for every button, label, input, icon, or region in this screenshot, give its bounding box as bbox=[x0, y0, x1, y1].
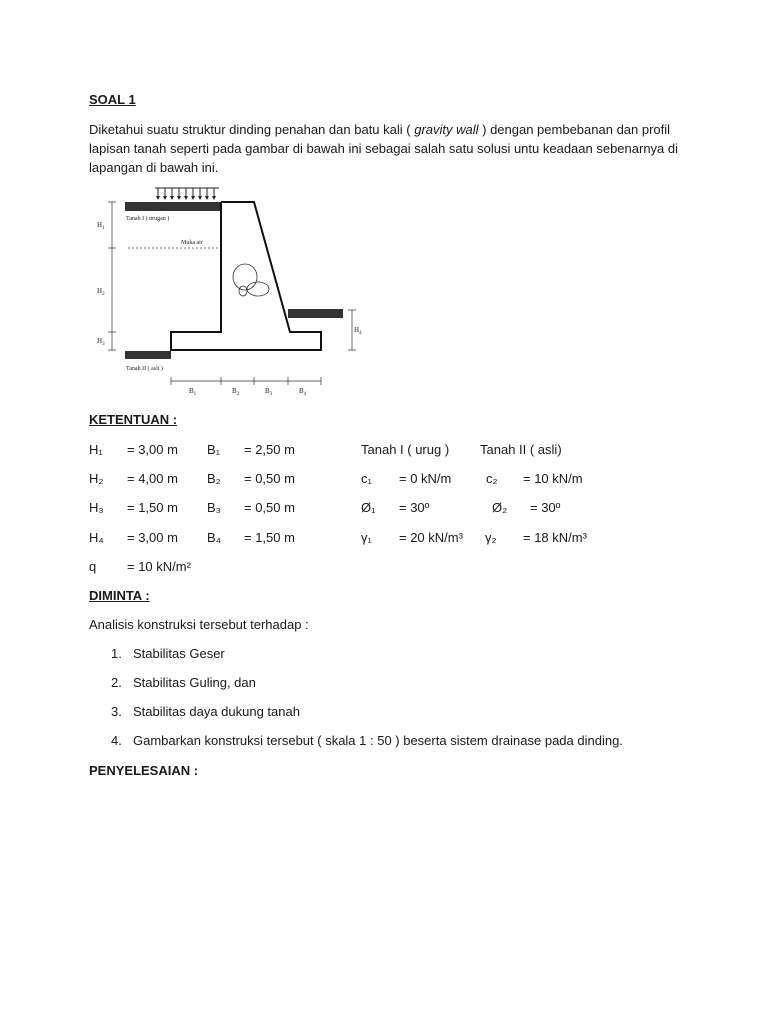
label-tanah1: Tanah I ( urugan ) bbox=[126, 216, 170, 222]
h-left-dimension bbox=[108, 202, 116, 350]
param-value: = 0,50 m bbox=[244, 471, 295, 486]
param-value: = 0,50 m bbox=[244, 500, 295, 515]
intro-paragraph bbox=[89, 120, 689, 177]
soil-bar-right bbox=[288, 309, 343, 318]
param-label: H₂ bbox=[89, 471, 104, 486]
label-b1: $B_1$ bbox=[189, 387, 197, 397]
param-label: B₁ bbox=[207, 442, 221, 457]
label-tanah2: Tanah II ( asli ) bbox=[126, 366, 163, 372]
soil-header-2: Tanah II ( asli) bbox=[480, 442, 562, 457]
param-label: γ₁ bbox=[361, 530, 372, 545]
param-row-1 bbox=[89, 442, 709, 460]
page-title: SOAL 1 bbox=[89, 92, 136, 107]
label-h1: $H_1$ bbox=[97, 221, 105, 231]
label-muka-air: Muka air bbox=[181, 240, 203, 246]
load-arrows bbox=[155, 188, 219, 200]
list-number: 3. bbox=[111, 704, 122, 719]
penyelesaian-heading: PENYELESAIAN : bbox=[89, 763, 199, 778]
param-value: = 2,50 m bbox=[244, 442, 295, 457]
param-row-2 bbox=[89, 471, 709, 489]
param-value: = 20 kN/m³ bbox=[399, 530, 463, 545]
list-item: Stabilitas daya dukung tanah bbox=[133, 704, 300, 719]
param-value: = 30º bbox=[530, 500, 561, 515]
param-label: H₄ bbox=[89, 530, 104, 545]
param-label: B₂ bbox=[207, 471, 221, 486]
param-value: = 18 kN/m³ bbox=[523, 530, 587, 545]
param-label: q bbox=[89, 559, 97, 574]
wall-outline bbox=[171, 202, 321, 350]
param-value: = 1,50 m bbox=[244, 530, 295, 545]
param-label: H₃ bbox=[89, 500, 104, 515]
stone-pattern bbox=[233, 264, 269, 296]
retaining-wall-figure bbox=[88, 180, 378, 400]
label-b4: $B_4$ bbox=[299, 387, 307, 397]
list-number: 2. bbox=[111, 675, 122, 690]
list-item: Stabilitas Geser bbox=[133, 646, 225, 661]
param-value: = 10 kN/m bbox=[523, 471, 583, 486]
soil-header-1: Tanah I ( urug ) bbox=[361, 442, 450, 457]
intro-text-1: Diketahui suatu struktur dinding penahan dan batu kali ( bbox=[89, 122, 415, 137]
label-h3: $H_3$ bbox=[97, 337, 105, 347]
param-row-5 bbox=[89, 559, 709, 577]
param-value: = 0 kN/m bbox=[399, 471, 452, 486]
param-value: = 10 kN/m² bbox=[127, 559, 191, 574]
param-label: c₂ bbox=[486, 471, 498, 486]
param-label: B₃ bbox=[207, 500, 221, 515]
intro-text-2: ) dengan pembebanan dan profil lapisan tanah seperti pada gambar di bawah ini sebagai salah satu solusi untu keadaan sebenarnya di lapangan di bawah ini. bbox=[89, 122, 679, 175]
param-label: γ₂ bbox=[485, 530, 497, 545]
analisis-text: Analisis konstruksi tersebut terhadap : bbox=[89, 617, 309, 632]
soil-bar-top bbox=[125, 202, 221, 211]
param-label: Ø₁ bbox=[361, 500, 376, 515]
param-value: = 3,00 m bbox=[127, 530, 178, 545]
param-value: = 3,00 m bbox=[127, 442, 178, 457]
list-item: Stabilitas Guling, dan bbox=[133, 675, 256, 690]
param-row-3 bbox=[89, 500, 709, 518]
soil-bar-bottom bbox=[125, 351, 171, 359]
param-label: B₄ bbox=[207, 530, 221, 545]
param-value: = 4,00 m bbox=[127, 471, 178, 486]
label-b3: $B_3$ bbox=[265, 387, 273, 397]
param-value: = 1,50 m bbox=[127, 500, 178, 515]
ketentuan-heading: KETENTUAN : bbox=[89, 412, 178, 427]
label-b2: $B_2$ bbox=[232, 387, 240, 397]
list-item: Gambarkan konstruksi tersebut ( skala 1 : 50 ) beserta sistem drainase pada dinding. bbox=[133, 733, 623, 748]
intro-italic: gravity wall bbox=[414, 122, 479, 137]
param-row-4 bbox=[89, 530, 709, 548]
param-label: c₁ bbox=[361, 471, 372, 486]
label-h4: $H_4$ bbox=[354, 326, 362, 336]
diminta-heading: DIMINTA : bbox=[89, 588, 150, 603]
param-label: Ø₂ bbox=[492, 500, 508, 515]
param-label: H₁ bbox=[89, 442, 103, 457]
label-h2: $H_2$ bbox=[97, 287, 105, 297]
list-number: 1. bbox=[111, 646, 122, 661]
list-number: 4. bbox=[111, 733, 122, 748]
b-dimension bbox=[171, 377, 321, 385]
param-value: = 30º bbox=[399, 500, 430, 515]
